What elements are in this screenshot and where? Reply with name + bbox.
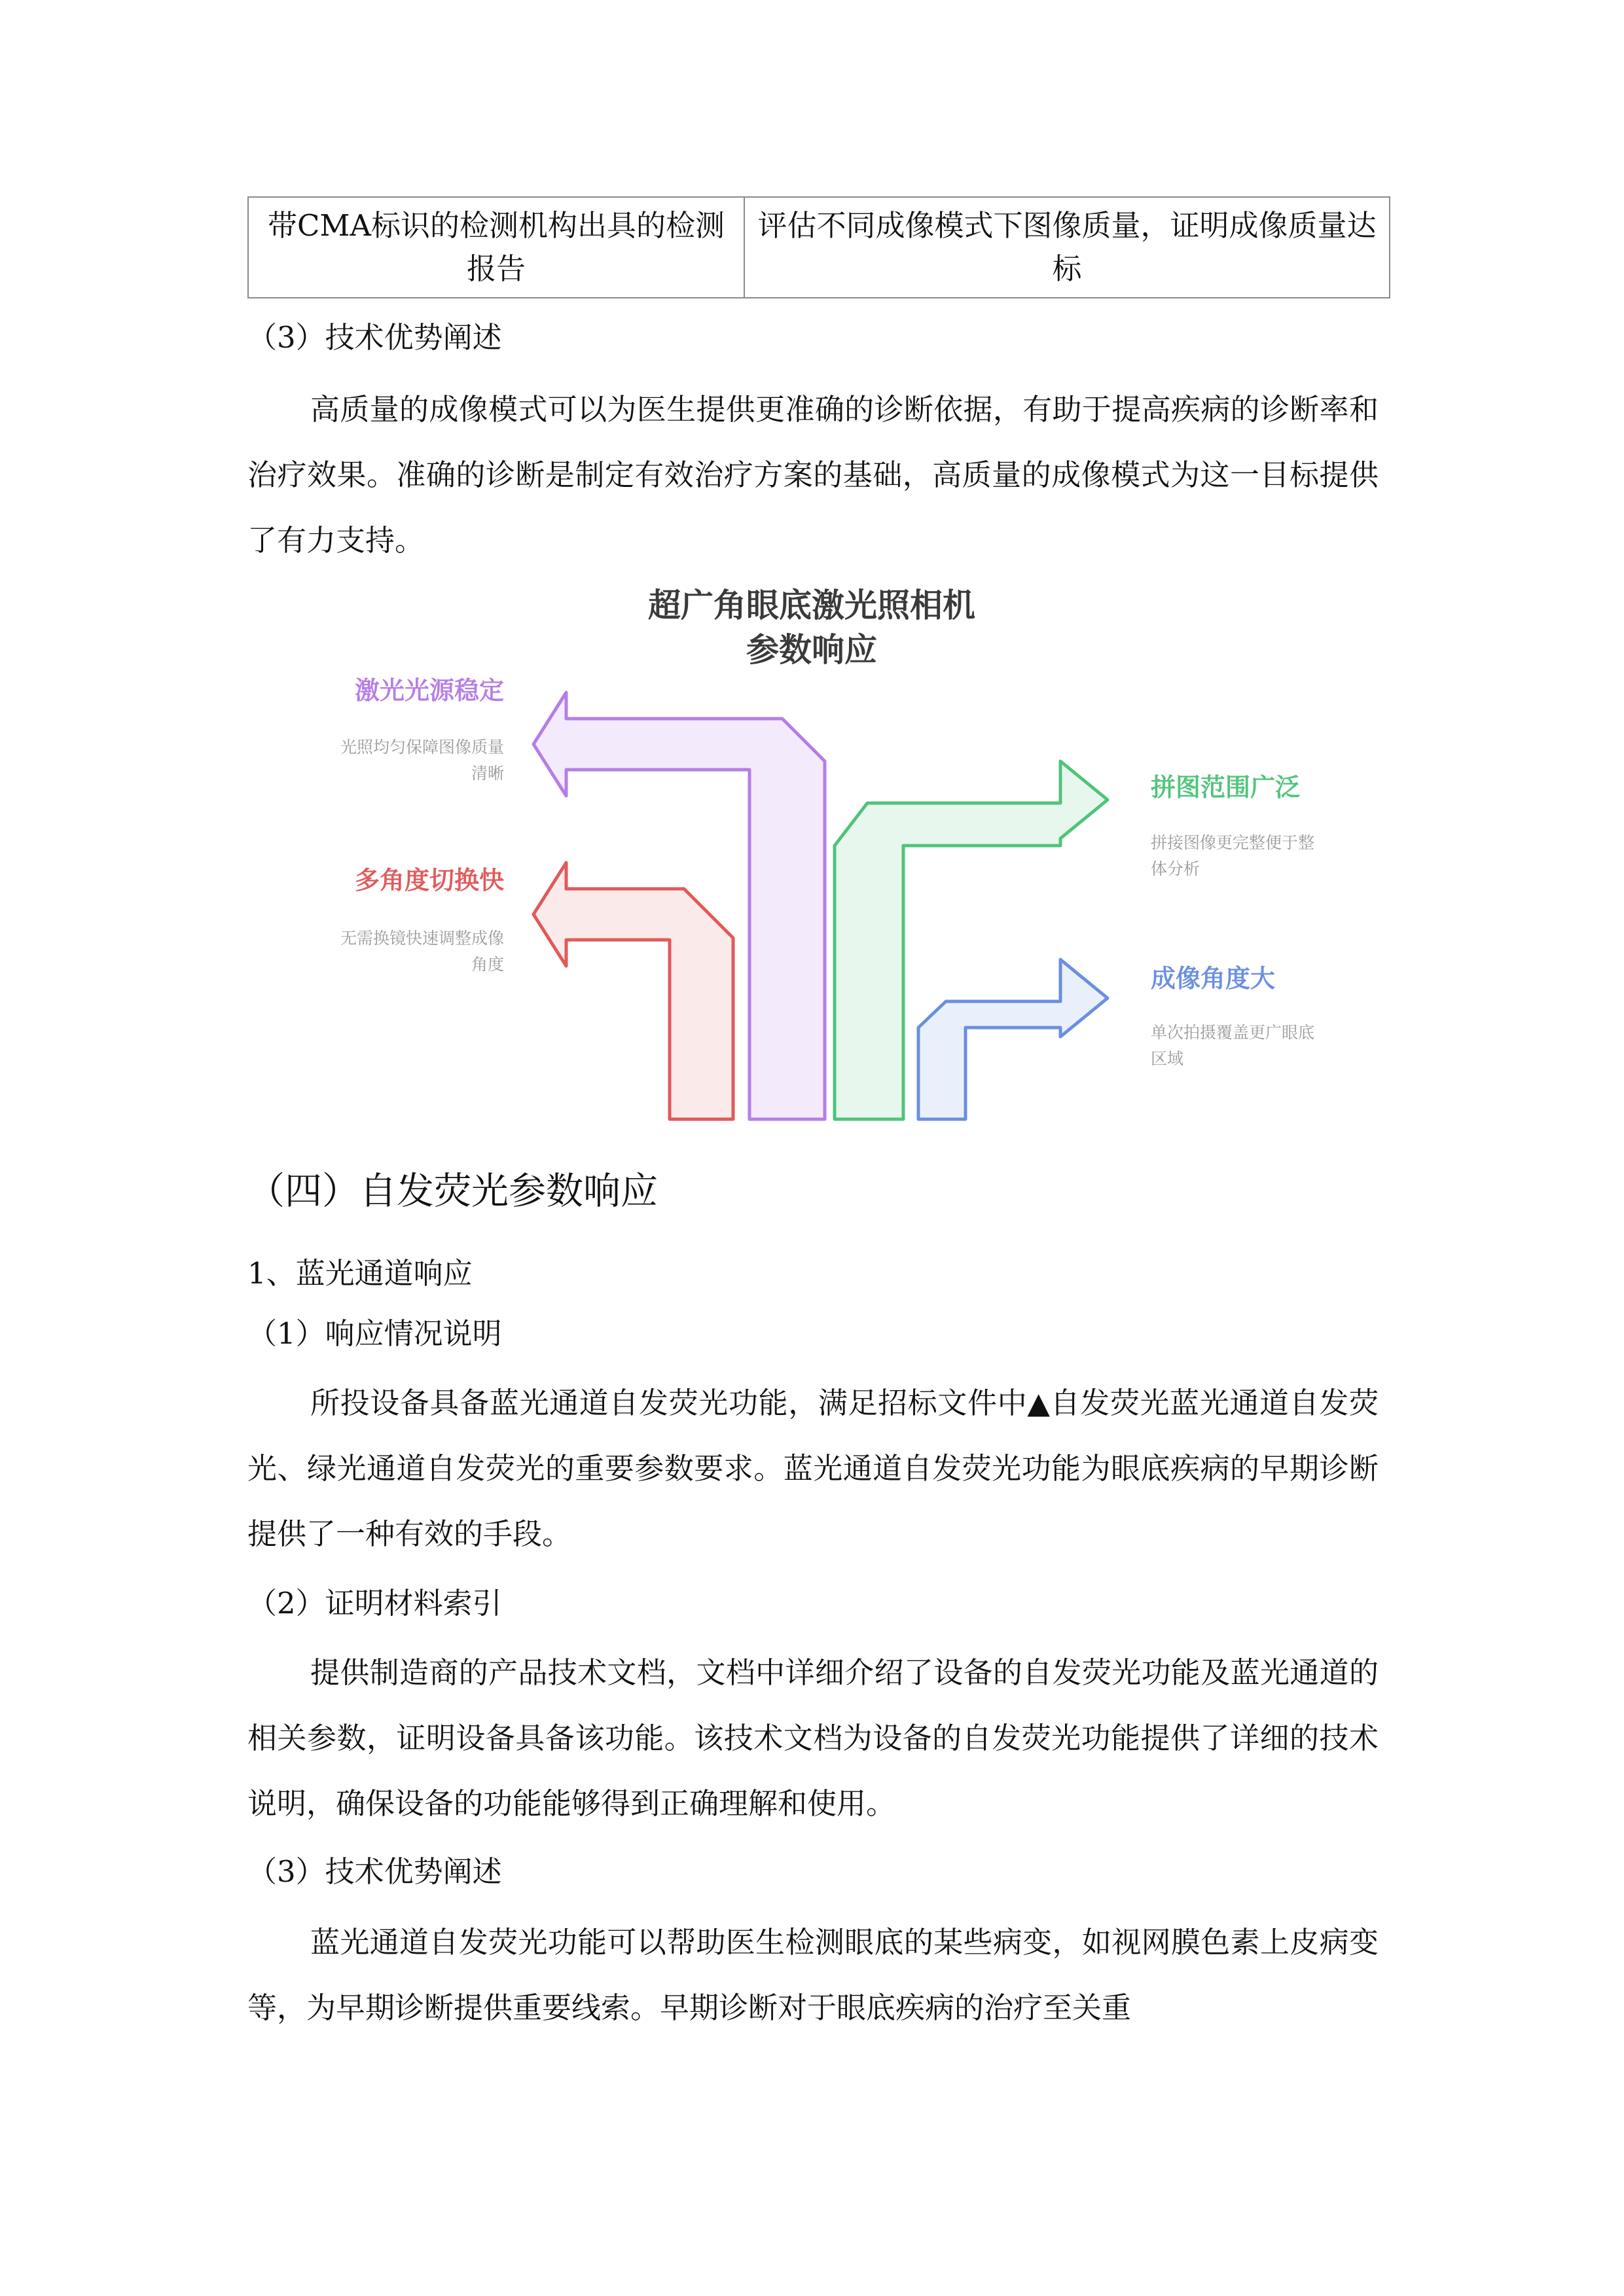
- item-label-imaging-angle: 成像角度大: [1151, 964, 1276, 993]
- advantage-paragraph-2: 蓝光通道自发荧光功能可以帮助医生检测眼底的某些病变，如视网膜色素上皮病变等，为早期诊断提供重要线索。早期诊断对于眼底疾病的治疗至关重: [247, 1925, 1379, 2025]
- parameter-response-figure: [249, 576, 1375, 1139]
- item-desc-imaging-angle-1: 单次拍摄覆盖更广眼底: [1151, 1023, 1315, 1042]
- advantage-heading: （3）技术优势阐述: [247, 320, 502, 355]
- table-cell-material: 带CMA标识的检测机构出具的检测报告: [249, 198, 745, 297]
- evidence-heading: （2）证明材料索引: [247, 1586, 502, 1621]
- item-label-laser-stable: 激光光源稳定: [354, 676, 504, 705]
- item-desc-laser-stable-1: 光照均匀保障图像质量: [340, 738, 504, 757]
- item-desc-montage-range-1: 拼接图像更完整便于整: [1151, 833, 1315, 852]
- response-paragraph: 所投设备具备蓝光通道自发荧光功能，满足招标文件中▲自发荧光蓝光通道自发荧光、绿光通道自发荧光的重要参数要求。蓝光通道自发荧光功能为眼底疾病的早期诊断提供了一种有效的手段。: [247, 1386, 1379, 1551]
- item-desc-montage-range-2: 体分析: [1151, 859, 1200, 878]
- red-arrow: [533, 863, 733, 1119]
- item-heading: 1、蓝光通道响应: [247, 1256, 473, 1291]
- advantage-heading-2: （3）技术优势阐述: [247, 1854, 502, 1889]
- item-desc-angle-switch-1: 无需换镜快速调整成像: [340, 929, 504, 948]
- response-heading: （1）响应情况说明: [247, 1316, 502, 1351]
- blue-arrow: [918, 960, 1108, 1119]
- item-desc-laser-stable-2: 清晰: [471, 764, 504, 783]
- section-heading: （四）自发荧光参数响应: [247, 1170, 658, 1213]
- figure-title-line2: 参数响应: [746, 631, 877, 669]
- item-desc-angle-switch-2: 角度: [471, 955, 504, 974]
- item-label-angle-switch: 多角度切换快: [354, 866, 504, 895]
- item-desc-imaging-angle-2: 区域: [1151, 1049, 1184, 1068]
- table-cell-purpose: 评估不同成像模式下图像质量，证明成像质量达标: [757, 208, 1377, 286]
- item-label-montage-range: 拼图范围广泛: [1151, 773, 1301, 802]
- green-arrow: [835, 761, 1108, 1119]
- figure-title-line1: 超广角眼底激光照相机: [648, 586, 975, 624]
- advantage-paragraph: 高质量的成像模式可以为医生提供更准确的诊断依据，有助于提高疾病的诊断率和治疗效果。准确的诊断是制定有效治疗方案的基础，高质量的成像模式为这一目标提供了有力支持。: [247, 392, 1379, 558]
- evidence-table-row: [247, 196, 1390, 298]
- evidence-paragraph: 提供制造商的产品技术文档，文档中详细介绍了设备的自发荧光功能及蓝光通道的相关参数，证明设备具备该功能。该技术文档为设备的自发荧光功能提供了详细的技术说明，确保设备的功能能够得到正确理解和使用。: [247, 1655, 1379, 1821]
